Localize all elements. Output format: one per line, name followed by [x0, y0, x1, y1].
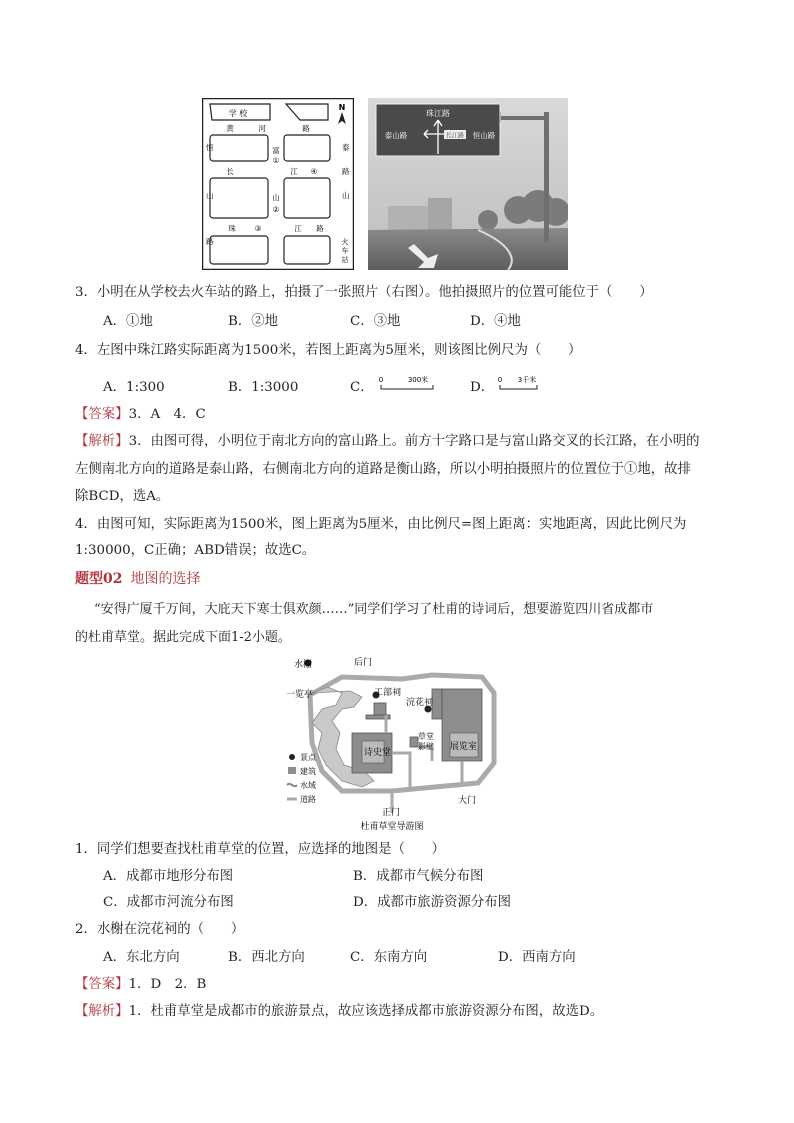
q1-option-a: A．成都市地形分布图	[103, 869, 234, 884]
svg-text:300米: 300米	[407, 376, 429, 384]
question-2: 2．水榭在浣花祠的（ ）	[75, 922, 245, 937]
svg-text:0: 0	[497, 376, 503, 384]
section-heading	[75, 569, 200, 589]
svg-text:3千米: 3千米	[517, 376, 537, 384]
map-legend	[287, 752, 317, 804]
label-zhengmen: 正门	[382, 808, 401, 818]
analysis-2-line-1: 【解析】1．杜甫草堂是成都市的旅游景点，故应该选择成都市旅游资源分布图，故选D。	[75, 1004, 604, 1019]
street-map	[202, 98, 354, 270]
label-huanhuaci: 浣花祠	[406, 698, 434, 708]
answer-label-2: 【答案】	[75, 977, 129, 992]
analysis-1-line-2: 左侧南北方向的道路是泰山路，右侧南北方向的道路是衡山路，所以小明拍摄照片的位置位于①地，故排	[75, 462, 691, 477]
tai-road-3: 路	[342, 167, 350, 176]
station-3: 站	[341, 256, 349, 264]
q4-option-a: A．1:300	[103, 380, 165, 395]
svg-text:建筑: 建筑	[300, 767, 316, 776]
map-caption: 杜甫草堂导游图	[360, 822, 424, 832]
changjiang-road-2: 江	[290, 167, 298, 176]
label-yijingting: 一览亭	[286, 690, 314, 700]
q2-option-a: A．东北方向	[103, 950, 180, 965]
q1-option-b: B．成都市气候分布图	[353, 869, 484, 884]
analysis-1-line-4: 4．由图可知，实际距离为1500米，图上距离为5厘米，由比例尺=图上距离：实地距离，因此比例尺为	[75, 517, 687, 532]
analysis-1-line-3: 除BCD，选A。	[75, 489, 170, 504]
q4-option-d: D．	[470, 380, 495, 395]
sign-right-label: 恒山路	[472, 131, 496, 140]
label-zhanlanshi: 展览室	[450, 742, 478, 752]
tai-road-2: 山	[342, 191, 350, 200]
road-sign-photo	[368, 98, 568, 270]
q4-option-c: C．	[350, 380, 374, 395]
svg-text:景点: 景点	[300, 753, 316, 762]
q2-option-b: B．西北方向	[228, 950, 305, 965]
station-1: 火	[341, 238, 349, 246]
label-caotang-1: 草堂	[418, 732, 434, 741]
location-4: ④	[310, 167, 318, 176]
scale-bar-d	[497, 374, 547, 394]
shan-road: 山	[272, 193, 280, 202]
q3-option-b: B．②地	[228, 314, 279, 329]
label-damen: 大门	[458, 796, 477, 806]
q2-option-c: C．东南方向	[350, 950, 428, 965]
svg-text:0: 0	[378, 376, 384, 384]
label-shishitang: 诗史堂	[364, 748, 392, 758]
heng-road-2: 山	[206, 191, 214, 200]
huanghe-road-1: 黄	[226, 124, 234, 133]
caotang-map	[282, 653, 508, 833]
huanghe-road-2: 河	[258, 124, 266, 133]
q3-option-d: D．④地	[470, 314, 521, 329]
intro-line-2: 的杜甫草堂。据此完成下面1-2小题。	[75, 630, 291, 645]
section-number: 题型02	[75, 571, 123, 587]
analysis-1-line-5: 1:30000，C正确；ABD错误；故选C。	[75, 543, 316, 558]
zhujiang-road-2: 江	[294, 224, 302, 233]
location-1: ①	[272, 156, 280, 165]
location-2: ②	[272, 205, 280, 214]
q2-option-d: D．西南方向	[498, 950, 576, 965]
sign-middle-label: 长江路	[445, 132, 465, 140]
answer-2	[75, 975, 206, 995]
heng-road-1: 恒	[206, 143, 214, 152]
label-houmen: 后门	[354, 658, 373, 668]
tai-road-1: 泰	[342, 143, 350, 152]
answer-text-2: 1．D 2．B	[128, 977, 207, 992]
intro-line-1: “安得广厦千万间，大庇天下寒士俱欢颜……”同学们学习了杜甫的诗词后，想要游览四川省成都市	[94, 602, 654, 617]
location-3: ③	[254, 224, 262, 233]
answer-text: 3．A 4．C	[128, 407, 206, 422]
analysis-label: 【解析】	[75, 434, 129, 449]
label-shuixie: 水榭	[294, 660, 313, 670]
fu-road: 富	[272, 146, 280, 155]
question-1: 1．同学们想要查找杜甫草堂的位置，应选择的地图是（ ）	[75, 842, 446, 857]
q3-option-a: A．①地	[103, 314, 153, 329]
svg-text:道路: 道路	[300, 795, 316, 804]
changjiang-road-1: 长	[226, 167, 234, 176]
zhujiang-road-3: 路	[316, 224, 324, 233]
answer-1	[75, 405, 206, 425]
analysis-label-2: 【解析】	[75, 1004, 129, 1019]
question-4: 4．左图中珠江路实际距离为1500米，若图上距离为5厘米，则该图比例尺为（ ）	[75, 343, 582, 358]
station-2: 车	[341, 247, 349, 255]
sign-left-label: 泰山路	[384, 131, 408, 140]
label-caotang-2: 影壁	[418, 742, 434, 751]
q3-option-c: C．③地	[350, 314, 401, 329]
question-3: 3．小明在从学校去火车站的路上，拍摄了一张照片（右图）。他拍摄照片的位置可能位于（ ）	[75, 285, 653, 300]
q4-option-b: B．1:3000	[228, 380, 299, 395]
school-label: 学 校	[228, 109, 248, 118]
scale-bar-c	[378, 374, 438, 394]
answer-label: 【答案】	[75, 407, 129, 422]
huanghe-road-3: 路	[302, 124, 310, 133]
heng-road-3: 路	[206, 237, 214, 246]
q1-option-d: D．成都市旅游资源分布图	[353, 895, 512, 910]
section-title: 地图的选择	[130, 571, 201, 587]
q1-option-c: C．成都市河流分布图	[103, 895, 234, 910]
svg-text:N: N	[338, 103, 346, 112]
label-gongbuci: 工部祠	[374, 688, 402, 698]
analysis-1-line-1: 【解析】3．由图可得，小明位于南北方向的富山路上。前方十字路口是与富山路交叉的长江路，在小明的	[75, 434, 700, 449]
zhujiang-road-1: 珠	[228, 224, 236, 233]
svg-text:水域: 水域	[300, 781, 316, 790]
sign-top-label: 珠江路	[426, 109, 450, 118]
